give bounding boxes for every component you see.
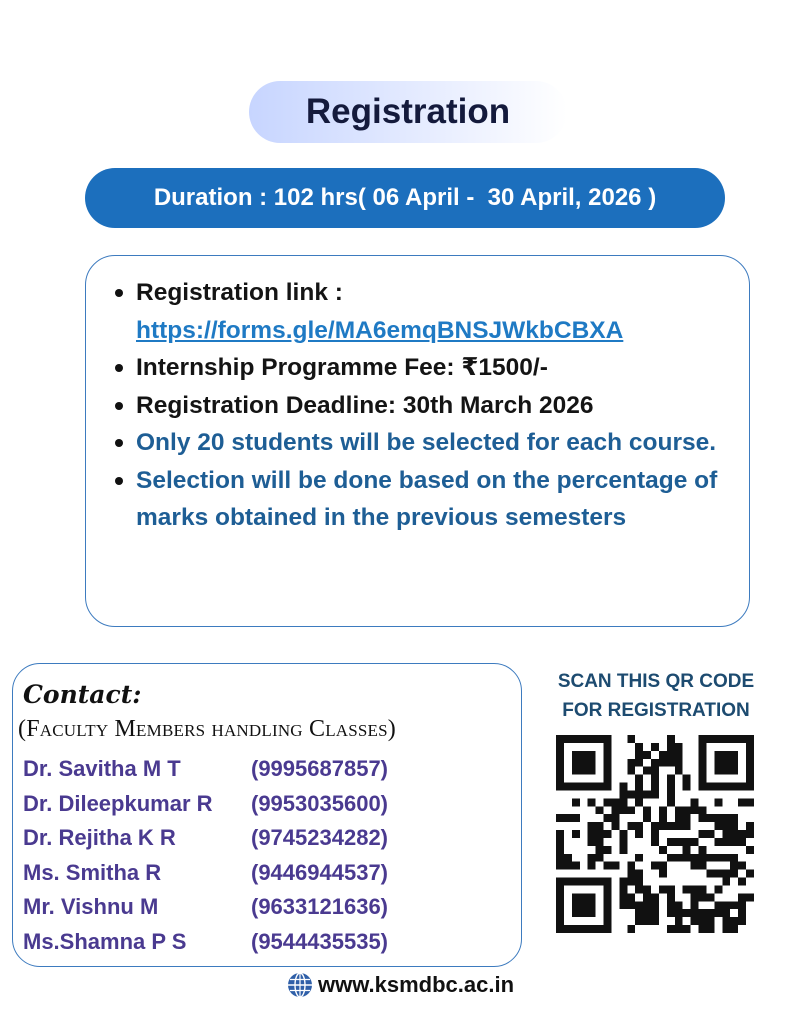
deadline-item: Registration Deadline: 30th March 2026 <box>86 387 749 425</box>
contact-phone[interactable]: (9633121636) <box>251 894 389 920</box>
registration-link-item <box>86 274 749 349</box>
contact-row <box>23 890 388 925</box>
contact-name: Ms. Smitha R <box>23 859 162 885</box>
website-link[interactable]: www.ksmdbc.ac.in <box>318 972 515 997</box>
qr-caption-line-1: SCAN THIS QR CODE <box>557 671 755 692</box>
contact-row <box>23 925 388 960</box>
footer <box>287 970 514 1000</box>
registration-link-label: Registration link : <box>136 279 343 306</box>
contact-name: Dr. Savitha M T <box>23 756 181 782</box>
contact-list <box>23 752 388 959</box>
page-title: Registration <box>249 81 567 143</box>
qr-code-icon[interactable] <box>556 735 754 933</box>
registration-link[interactable]: https://forms.gle/MA6emqBNSJWkbCBXA <box>136 316 624 344</box>
registration-info-box <box>85 255 750 627</box>
contact-phone[interactable]: (9745234282) <box>251 825 389 851</box>
contact-row <box>23 787 388 822</box>
contact-title: Contact: <box>23 680 142 709</box>
registration-info-list <box>86 274 749 537</box>
selection-basis-item: Selection will be done based on the percentage of marks obtained in the previous semesters <box>86 462 749 537</box>
qr-caption-line-2: FOR REGISTRATION <box>562 700 750 721</box>
contact-row <box>23 821 388 856</box>
contact-name: Ms.Shamna P S <box>23 928 187 954</box>
globe-icon <box>287 972 313 998</box>
contact-phone[interactable]: (9995687857) <box>251 756 389 782</box>
contact-name: Dr. Dileepkumar R <box>23 790 213 816</box>
contact-name: Mr. Vishnu M <box>23 894 159 920</box>
contact-phone[interactable]: (9953035600) <box>251 790 389 816</box>
duration-banner: Duration : 102 hrs( 06 April - 30 April, 2026 ) <box>85 168 725 228</box>
qr-caption <box>542 667 770 725</box>
contact-box <box>12 663 522 967</box>
contact-name: Dr. Rejitha K R <box>23 825 176 851</box>
contact-row <box>23 856 388 891</box>
contact-phone[interactable]: (9544435535) <box>251 928 389 954</box>
fee-item: Internship Programme Fee: ₹1500/- <box>86 349 749 387</box>
selected-count-item: Only 20 students will be selected for each course. <box>86 424 749 462</box>
contact-row <box>23 752 388 787</box>
contact-phone[interactable]: (9446944537) <box>251 859 389 885</box>
contact-subtitle: (Faculty Members handling Classes) <box>18 716 396 742</box>
